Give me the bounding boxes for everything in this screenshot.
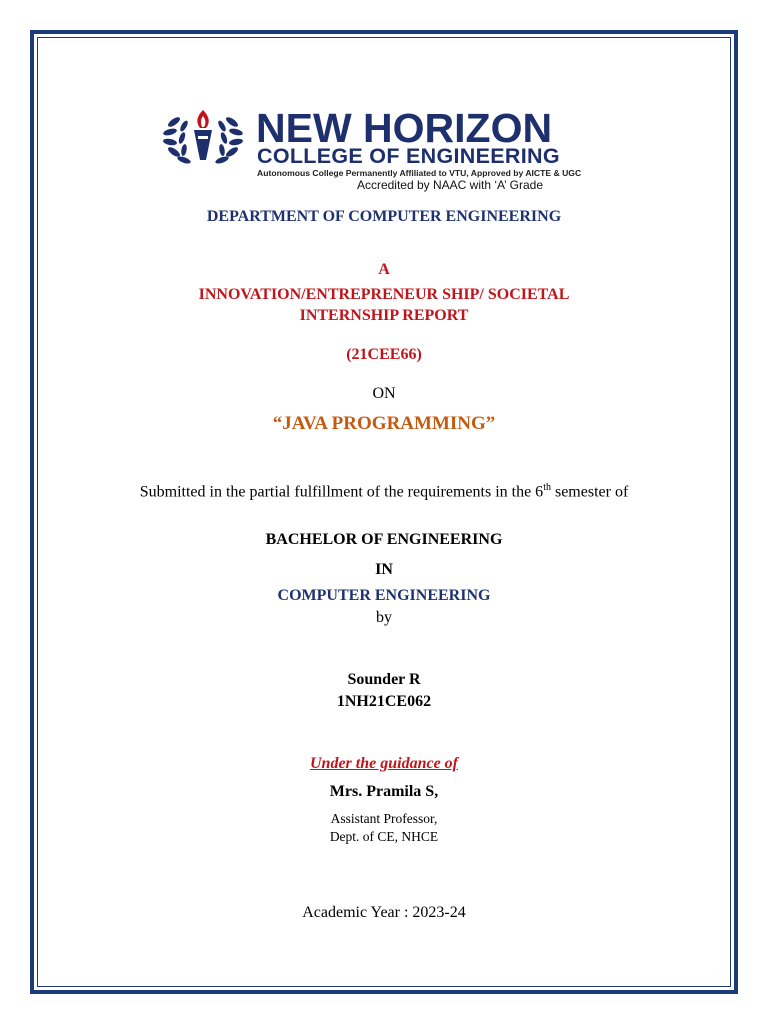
academic-year: Academic Year : 2023-24 [302, 904, 466, 921]
logo-tagline: Autonomous College Permanently Affiliated to VTU, Approved by AICTE & UGC [257, 168, 582, 178]
report-article: A [378, 261, 390, 278]
guide-department: Dept. of CE, NHCE [329, 829, 439, 844]
guide-name: Mrs. Pramila S, [329, 783, 439, 800]
project-title: “JAVA PROGRAMMING” [272, 413, 496, 434]
student-usn: 1NH21CE062 [336, 693, 432, 710]
accreditation-text: Accredited by NAAC with ‘A’ Grade [356, 178, 544, 192]
student-name: Sounder R [347, 671, 421, 688]
course-code: (21CEE66) [346, 346, 422, 363]
submission-statement [0, 482, 768, 501]
report-title-line2: INTERNSHIP REPORT [299, 307, 469, 324]
report-title-line1: INNOVATION/ENTREPRENEUR SHIP/ SOCIETAL [198, 286, 570, 303]
submission-text-after: semester of [550, 483, 629, 501]
torch-laurel-emblem-icon [160, 108, 246, 170]
submission-text-before: Submitted in the partial fulfillment of the requirements in the 6 [139, 483, 544, 501]
logo-sub-text: COLLEGE OF ENGINEERING [257, 144, 560, 168]
logo-main-text: NEW HORIZON [256, 105, 553, 151]
guidance-heading: Under the guidance of [310, 755, 458, 772]
college-logo [160, 105, 620, 198]
guide-designation: Assistant Professor, [330, 811, 438, 826]
logo-accreditation [160, 178, 620, 192]
on-label: ON [372, 385, 396, 402]
degree-name: BACHELOR OF ENGINEERING [265, 531, 503, 548]
by-label: by [376, 609, 392, 626]
degree-in: IN [375, 561, 393, 578]
department-heading: DEPARTMENT OF COMPUTER ENGINEERING [206, 208, 562, 225]
submission-superscript: th [543, 482, 551, 493]
degree-branch: COMPUTER ENGINEERING [277, 587, 491, 604]
